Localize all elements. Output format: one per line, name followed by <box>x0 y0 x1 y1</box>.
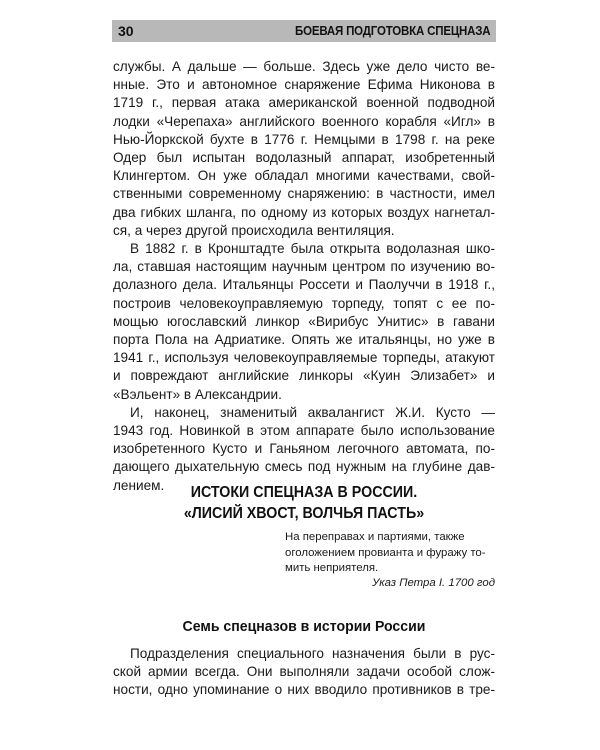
text-line: построив человекоуправляемую торпеду, топят с ее по- <box>113 295 495 311</box>
epigraph-source: Указ Петра I. 1700 год <box>372 577 495 589</box>
page-number: 30 <box>118 23 134 39</box>
text-line: изобретенного Кусто и Ганьяном легочного автомата, по- <box>113 441 495 457</box>
section-title-line-1: ИСТОКИ СПЕЦНАЗА В РОССИИ. <box>190 484 418 501</box>
text-line: дающего дыхательную смесь под нужным на глубине дав- <box>113 459 495 475</box>
text-line: Подразделения специального назначения были в рус- <box>130 646 495 661</box>
text-line: два гибких шланга, по одному из которых воздух нагнетал- <box>113 204 495 220</box>
text-line: ности, одно упоминание о них вводило противников в тре- <box>113 682 495 698</box>
body-text-upper <box>113 58 495 495</box>
text-line: 1719 г., первая атака американской военной подводной <box>113 95 495 111</box>
running-title: БОЕВАЯ ПОДГОТОВКА СПЕЦНАЗА <box>294 24 490 38</box>
text-line: службы. А дальше — больше. Здесь уже дело чисто ве- <box>113 59 495 74</box>
text-line: 1943 год. Новинкой в этом аппарате было использование <box>113 423 495 439</box>
text-line: лодки «Черепаха» английского военного корабля «Игл» в <box>113 113 495 129</box>
text-line: мощью югославский линкор «Вирибус Унитис» в гавани <box>113 313 495 329</box>
text-line: 1941 г., используя человекоуправляемые торпеды, атакуют <box>113 350 495 366</box>
text-line: долазного дела. Итальянцы Россети и Паолуччи в 1918 г., <box>113 277 495 293</box>
body-text-lower <box>113 645 495 700</box>
paragraph <box>113 240 495 404</box>
text-line: Одер был испытан водолазный аппарат, изобретенный <box>113 150 495 166</box>
epigraph-line: мить неприятеля. <box>285 562 379 574</box>
text-line: В 1882 г. в Кронштадте была открыта водолазная шко- <box>130 241 495 257</box>
text-line: ся, а через другой происходила вентиляция. <box>113 222 395 238</box>
text-line: ла, ставшая настоящим научным центром по изучению во- <box>113 259 495 275</box>
section-title-line-2: «ЛИСИЙ ХВОСТ, ВОЛЧЬЯ ПАСТЬ» <box>183 505 425 522</box>
text-line: Нью-Йоркской бухте в 1776 г. Немцыми в 1798 г. на реке <box>113 131 495 147</box>
text-line: Клингертом. Он уже обладал многими качествами, свой- <box>113 168 495 184</box>
paragraph <box>113 58 495 240</box>
text-line: И, наконец, знаменитый аквалангист Ж.И. Кусто — <box>130 404 495 420</box>
text-line: «Вэльент» в Александрии. <box>113 386 282 402</box>
text-line: ской армии всегда. Они выполняли задачи особой слож- <box>113 664 495 680</box>
subsection-title: Семь спецназов в истории России <box>182 618 426 635</box>
text-line: ственными современному снаряжению: в частности, имел <box>113 186 495 202</box>
text-line: порта Пола на Адриатике. Опять же итальянцы, но уже в <box>113 332 495 348</box>
epigraph-line: На переправах и партиями, также <box>285 531 465 543</box>
text-line: нные. Это и автономное снаряжение Ефима Никонова в <box>113 77 495 93</box>
text-line: лением. <box>113 477 165 493</box>
text-line: и повреждают английские линкоры «Куин Элизабет» и <box>113 368 495 384</box>
epigraph-line: оголожением провианта и фуражу то- <box>285 546 486 559</box>
running-header <box>112 20 496 42</box>
paragraph <box>113 645 495 700</box>
epigraph <box>285 530 495 577</box>
